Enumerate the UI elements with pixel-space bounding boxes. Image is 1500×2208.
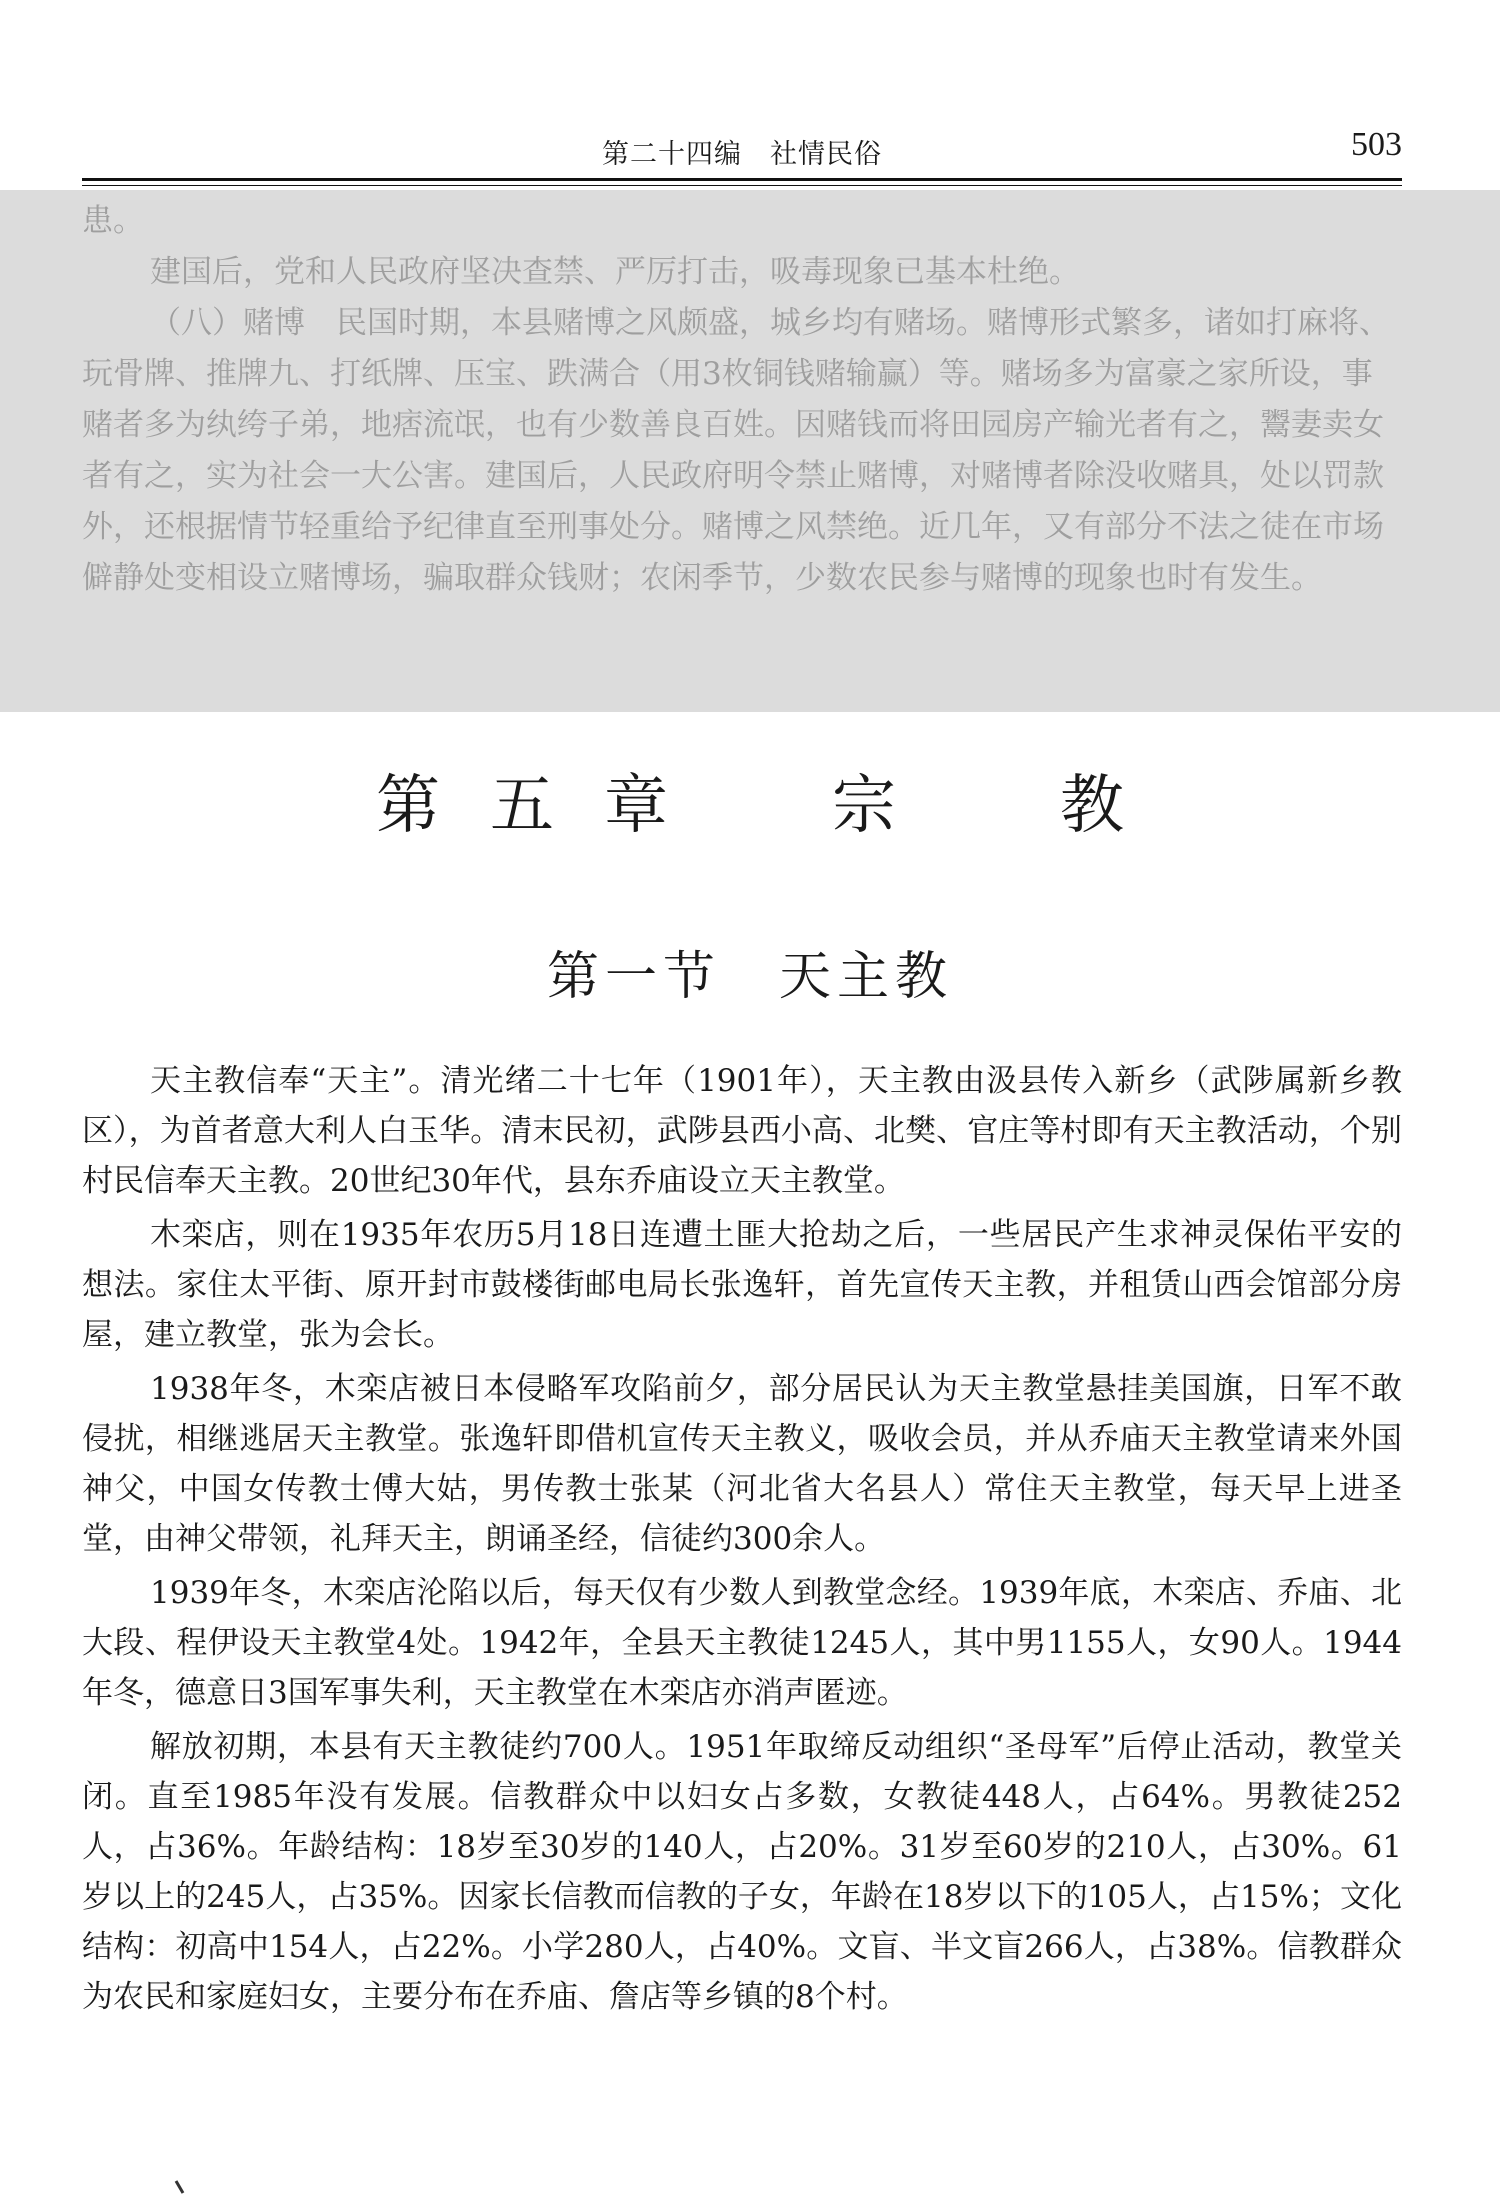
faded-paragraph: 患。 [82,203,144,239]
chapter-title: 第五章 宗 教 [376,769,1174,843]
page-header [82,122,1402,174]
scan-mark [175,2180,185,2194]
body-paragraph: 1939年冬，木栾店沦陷以后，每天仅有少数人到教堂念经。1939年底，木栾店、乔庙、北大段、程伊设天主教堂4处。1942年，全县天主教徒1245人，其中男1155人，女90人。1944年冬，德意日3国军事失利，天主教堂在木栾店亦消声匿迹。 [82,1575,1402,1711]
faded-section [82,196,1402,604]
body-paragraph: 木栾店，则在1935年农历5月18日连遭土匪大抢劫之后，一些居民产生求神灵保佑平安的想法。家住太平街、原开封市鼓楼街邮电局长张逸轩，首先宣传天主教，并租赁山西会馆部分房屋，建立教堂，张为会长。 [82,1217,1402,1353]
body-paragraph: 解放初期，本县有天主教徒约700人。1951年取缔反动组织“圣母军”后停止活动，教堂关闭。直至1985年没有发展。信教群众中以妇女占多数，女教徒448人，占64%。男教徒252人，占36%。年龄结构：18岁至30岁的140人，占20%。31岁至60岁的210人，占30%。61岁以上的245人，占35%。因家长信教而信教的子女，年龄在18岁以下的105人，占15%；文化结构：初高中154人，占22%。小学280人，占40%。文盲、半文盲266人，占38%。信教群众为农民和家庭妇女，主要分布在乔庙、詹店等乡镇的8个村。 [82,1729,1402,2015]
body-paragraph: 天主教信奉“天主”。清光绪二十七年（1901年），天主教由汲县传入新乡（武陟属新乡教区），为首者意大利人白玉华。清末民初，武陟县西小高、北樊、官庄等村即有天主教活动，个别村民信奉天主教。20世纪30年代，县东乔庙设立天主教堂。 [82,1063,1402,1199]
page-number: 503 [1351,126,1402,163]
section-title: 第一节 天主教 [546,947,953,1007]
body-text [82,1056,1402,2026]
running-header-title: 第二十四编 社情民俗 [602,139,882,170]
header-rule-thin [82,185,1402,186]
header-rule-thick [82,178,1402,181]
faded-paragraph: （八）赌博 民国时期，本县赌博之风颇盛，城乡均有赌场。赌博形式繁多，诸如打麻将、玩骨牌、推牌九、打纸牌、压宝、跌满合（用3枚铜钱赌输赢）等。赌场多为富豪之家所设，事赌者多为纨绔子弟，地痞流氓，也有少数善良百姓。因赌钱而将田园房产输光者有之，鬻妻卖女者有之，实为社会一大公害。建国后，人民政府明令禁止赌博，对赌博者除没收赌具，处以罚款外，还根据情节轻重给予纪律直至刑事处分。赌博之风禁绝。近几年，又有部分不法之徒在市场僻静处变相设立赌博场，骗取群众钱财；农闲季节，少数农民参与赌博的现象也时有发生。 [82,305,1390,596]
faded-paragraph: 建国后，党和人民政府坚决查禁、严厉打击，吸毒现象已基本杜绝。 [150,254,1080,290]
body-paragraph: 1938年冬，木栾店被日本侵略军攻陷前夕，部分居民认为天主教堂悬挂美国旗，日军不敢侵扰，相继逃居天主教堂。张逸轩即借机宣传天主教义，吸收会员，并从乔庙天主教堂请来外国神父，中国女传教士傅大姑，男传教士张某（河北省大名县人）常住天主教堂，每天早上进圣堂，由神父带领，礼拜天主，朗诵圣经，信徒约300余人。 [82,1371,1402,1557]
